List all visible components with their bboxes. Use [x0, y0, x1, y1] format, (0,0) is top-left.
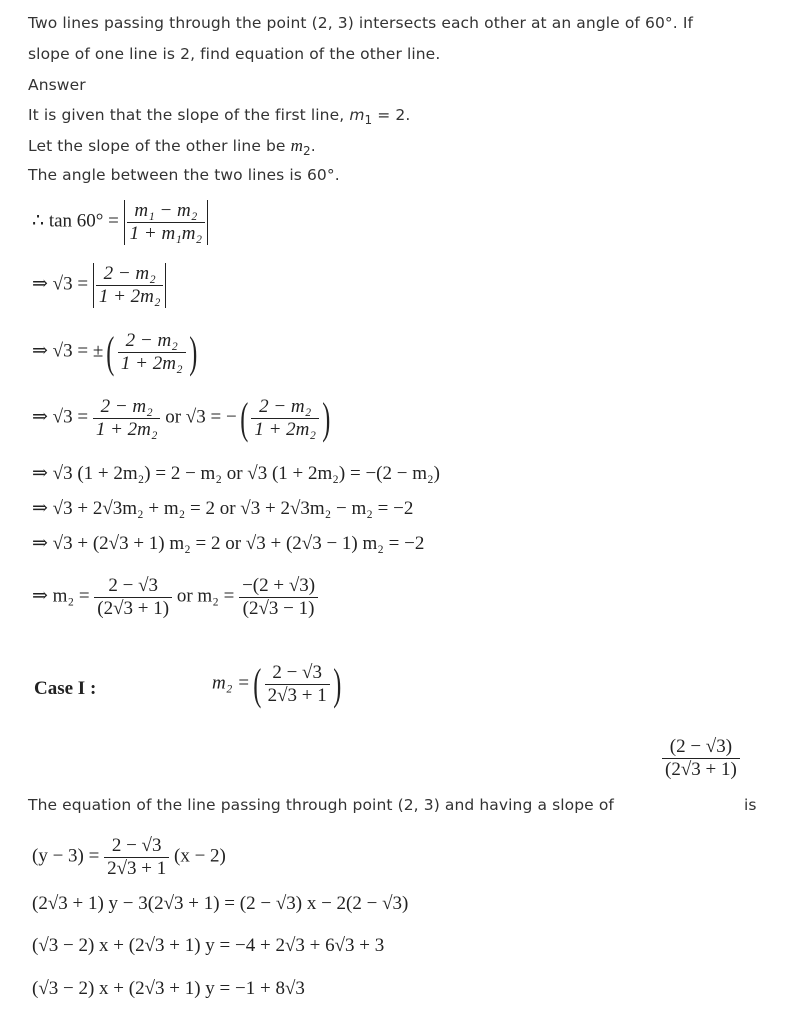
given-slope-2-suffix: . [310, 137, 316, 155]
slope-fraction-inner [662, 736, 740, 781]
step-8-prefix: ⇒ m₂ = [32, 585, 90, 607]
step-6: ⇒ √3 + 2√3m₂ + m₂ = 2 or √3 + 2√3m₂ − m₂ = −2 [32, 498, 414, 519]
step-8-or: or m₂ = [176, 585, 235, 607]
step-4 [32, 393, 334, 443]
step-2-abs [93, 263, 167, 308]
step-7: ⇒ √3 + (2√3 + 1) m₂ = 2 or √3 + (2√3 − 1) m₂ = −2 [32, 533, 425, 554]
final-1-fraction [104, 835, 169, 880]
step-1-fraction [127, 200, 205, 245]
final-1-num: 2 − √3 [104, 835, 169, 858]
step-2-fraction [96, 263, 164, 308]
step-8-num-a: 2 − √3 [94, 575, 172, 598]
step-2-num: 2 − m₂ [96, 263, 164, 286]
case-1-label: Case I : [34, 678, 97, 699]
step-5: ⇒ √3 (1 + 2m₂) = 2 − m₂ or √3 (1 + 2m₂) = −(2 − m₂) [32, 463, 440, 484]
step-4-num-a: 2 − m₂ [93, 396, 161, 419]
question-line-2: slope of one line is 2, find equation of the other line. [28, 45, 441, 63]
step-1-num: m₁ − m₂ [127, 200, 205, 223]
step-2 [32, 263, 166, 308]
given-slope-2-sub: 2 [302, 144, 311, 159]
step-4-num-b: 2 − m₂ [251, 396, 319, 419]
equation-sentence: The equation of the line passing through point (2, 3) and having a slope of [28, 796, 614, 814]
step-3-fraction [118, 330, 186, 375]
step-8-den-b: (2√3 − 1) [242, 597, 315, 619]
step-3-prefix: ⇒ √3 = ± [32, 340, 104, 362]
step-8-num-b: −(2 + √3) [239, 575, 318, 598]
case-1-expr [212, 659, 344, 709]
given-slope-2 [28, 136, 316, 158]
given-slope-1-sub: 1 [364, 113, 373, 128]
given-slope-2-var: m [290, 136, 303, 155]
given-slope-1 [28, 106, 410, 127]
given-slope-1-suffix: = 2. [372, 106, 411, 124]
case-1-rparen: ) [333, 659, 342, 709]
final-4: (√3 − 2) x + (2√3 + 1) y = −1 + 8√3 [32, 978, 305, 999]
given-angle: The angle between the two lines is 60°. [28, 166, 340, 184]
step-1-abs [124, 200, 208, 245]
slope-fraction [662, 736, 740, 781]
step-2-den: 1 + 2m₂ [98, 285, 161, 307]
step-8 [32, 575, 318, 620]
step-4-lparen: ( [239, 393, 249, 443]
final-1 [32, 835, 226, 880]
step-4-den-a: 1 + 2m₂ [95, 418, 158, 440]
step-8-den-a: (2√3 + 1) [97, 597, 170, 619]
final-1-suffix: (x − 2) [174, 845, 226, 867]
step-4-fraction-a [93, 396, 161, 441]
step-3 [32, 327, 200, 377]
case-1-lparen: ( [253, 659, 262, 709]
slope-fraction-den: (2√3 + 1) [665, 758, 737, 780]
step-3-rparen: ) [188, 327, 197, 377]
case-1-prefix: m₂ = [212, 672, 250, 694]
step-2-prefix: ⇒ √3 = [32, 273, 89, 295]
final-1-den: 2√3 + 1 [107, 857, 167, 879]
step-4-prefix: ⇒ √3 = [32, 406, 89, 428]
case-1-num: 2 − √3 [265, 662, 330, 685]
step-4-or: or √3 = − [165, 406, 237, 428]
step-3-lparen: ( [106, 327, 115, 377]
answer-label: Answer [28, 76, 86, 94]
step-3-num: 2 − m₂ [118, 330, 186, 353]
final-3: (√3 − 2) x + (2√3 + 1) y = −4 + 2√3 + 6√3 + 3 [32, 935, 385, 956]
final-2: (2√3 + 1) y − 3(2√3 + 1) = (2 − √3) x − 2(2 − √3) [32, 893, 409, 914]
step-1-prefix: ∴ tan 60° = [32, 210, 119, 232]
step-8-fraction-a [94, 575, 172, 620]
question-line-1: Two lines passing through the point (2, 3) intersects each other at an angle of 60°. If [28, 14, 694, 32]
given-slope-2-prefix: Let the slope of the other line be [28, 137, 291, 155]
step-1-den: 1 + m₁m₂ [129, 222, 203, 244]
final-1-prefix: (y − 3) = [32, 845, 100, 867]
given-slope-1-var: m [349, 106, 365, 124]
step-4-rparen: ) [322, 393, 331, 443]
step-8-fraction-b [239, 575, 318, 620]
step-4-fraction-b [251, 396, 319, 441]
equation-sentence-suffix: is [744, 796, 757, 814]
slope-fraction-num: (2 − √3) [662, 736, 740, 759]
step-3-den: 1 + 2m₂ [120, 352, 183, 374]
case-1-fraction [265, 662, 330, 707]
given-slope-1-prefix: It is given that the slope of the first line, [28, 106, 350, 124]
step-1 [32, 200, 208, 245]
case-1-den: 2√3 + 1 [267, 684, 327, 706]
step-4-den-b: 1 + 2m₂ [254, 418, 316, 440]
